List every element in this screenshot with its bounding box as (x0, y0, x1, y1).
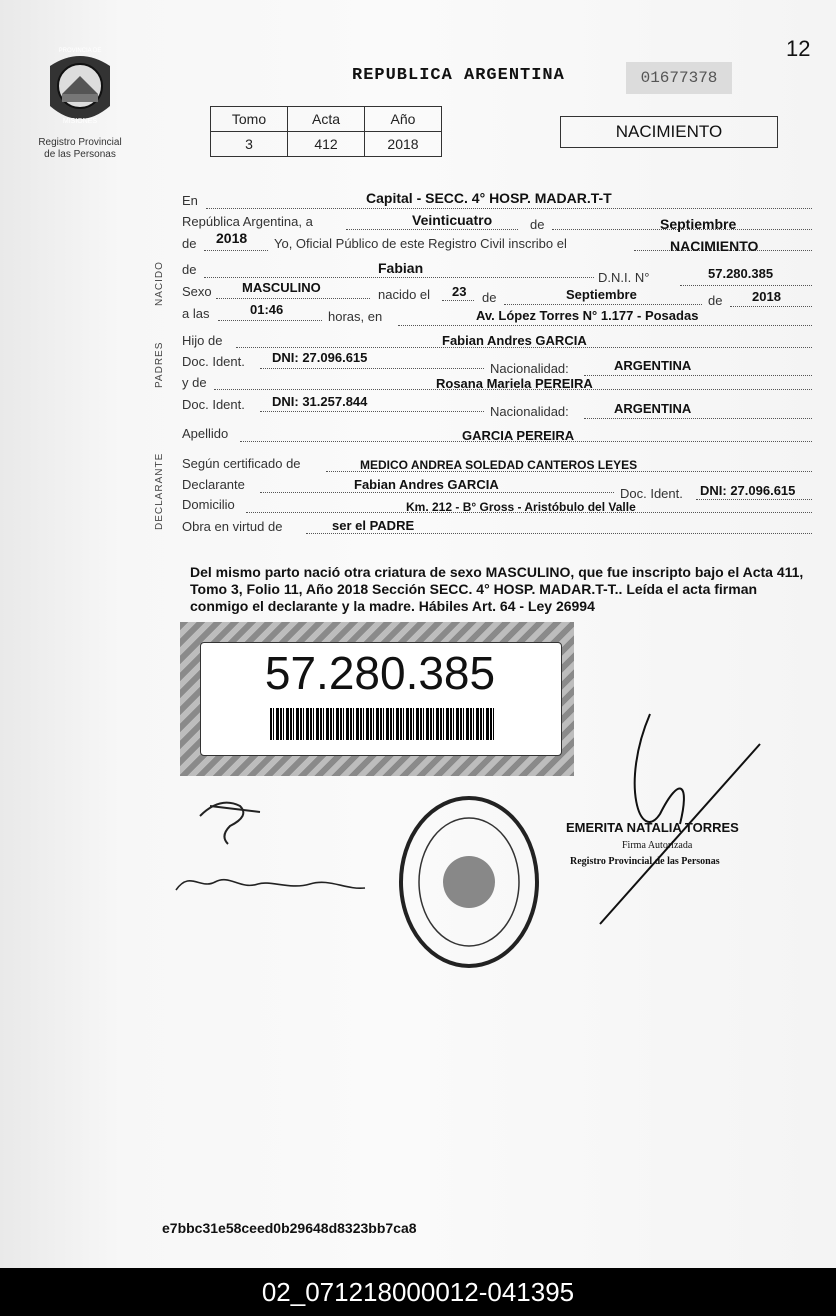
side-label-padres: PADRES (154, 341, 165, 388)
value-obra: ser el PADRE (332, 518, 415, 533)
country-title: REPUBLICA ARGENTINA (352, 66, 565, 85)
dotted-line (346, 229, 518, 230)
value-en: Capital - SECC. 4° HOSP. MADAR.T-T (366, 190, 612, 206)
label-en: En (182, 193, 198, 208)
value-declarante: Fabian Andres GARCIA (354, 477, 499, 492)
dotted-line (680, 285, 812, 286)
official-signature (580, 704, 780, 934)
label-nacido-el: nacido el (378, 287, 431, 302)
dotted-line (584, 375, 812, 376)
value-tomo: 3 (211, 132, 288, 157)
seal-text-bottom: MISIONES (62, 118, 98, 125)
seal-caption-1: Registro Provincial (38, 137, 122, 148)
label-republica: República Argentina, a (182, 214, 313, 229)
value-inscribo: NACIMIENTO (670, 238, 759, 254)
official-role: Firma Autorizada (622, 840, 693, 851)
mother-signature (170, 860, 370, 900)
header-tomo: Tomo (211, 107, 288, 132)
id-label-number: 57.280.385 (264, 647, 496, 699)
label-sexo: Sexo (182, 284, 212, 299)
value-nac-anio: 2018 (752, 289, 781, 304)
dotted-line (442, 300, 474, 301)
value-padre: Fabian Andres GARCIA (442, 333, 587, 348)
dotted-line (216, 298, 370, 299)
label-y-de: y de (182, 375, 207, 390)
dotted-line (204, 250, 268, 251)
page-number: 12 (786, 36, 811, 61)
doc-type-box: NACIMIENTO (560, 116, 778, 148)
value-domicilio: Km. 212 - B° Gross - Aristóbulo del Valle (406, 500, 636, 514)
label-nacionalidad-madre: Nacionalidad: (490, 404, 569, 419)
table-value-row (211, 132, 442, 157)
label-domicilio: Domicilio (182, 497, 235, 512)
document-hash: e7bbc31e58ceed0b29648d8323bb7ca8 (162, 1220, 417, 1236)
value-padre-nac: ARGENTINA (614, 358, 692, 373)
value-madre: Rosana Mariela PEREIRA (436, 376, 593, 391)
label-certificado: Según certificado de (182, 456, 301, 471)
header-anio: Año (365, 107, 442, 132)
dotted-line (584, 418, 812, 419)
value-apellido: GARCIA PEREIRA (462, 428, 575, 443)
dotted-line (504, 304, 702, 305)
dotted-line (260, 368, 484, 369)
official-name: EMERITA NATALIA TORRES (566, 820, 739, 835)
value-nac-dia: 23 (452, 284, 467, 299)
dotted-line (696, 499, 812, 500)
dotted-line (398, 325, 812, 326)
barcode-icon (270, 708, 495, 740)
table-header-row (211, 107, 442, 132)
label-doc-ident-decl: Doc. Ident. (620, 486, 683, 501)
value-hora: 01:46 (250, 302, 284, 317)
value-madre-doc: DNI: 31.257.844 (272, 394, 368, 409)
label-de-2: de (182, 236, 197, 251)
label-de-3: de (182, 262, 197, 277)
value-dia: Veinticuatro (412, 212, 493, 228)
value-dni: 57.280.385 (708, 266, 774, 281)
dotted-line (730, 306, 812, 307)
official-org: Registro Provincial de las Personas (570, 856, 720, 867)
declarant-signature (190, 786, 280, 846)
dotted-line (260, 492, 614, 493)
seal-caption-2: de las Personas (44, 149, 116, 160)
label-horas-en: horas, en (328, 309, 383, 324)
seal-text-top: PROVINCIA DE (58, 48, 102, 54)
label-nacionalidad-padre: Nacionalidad: (490, 361, 569, 376)
dotted-line (204, 277, 594, 278)
header-acta: Acta (288, 107, 365, 132)
value-nac-mes: Septiembre (566, 287, 637, 302)
value-certificado: MEDICO ANDREA SOLEDAD CANTEROS LEYES (360, 458, 638, 472)
label-doc-ident-madre: Doc. Ident. (182, 397, 245, 412)
value-sexo: MASCULINO (242, 280, 321, 295)
dotted-line (218, 320, 322, 321)
label-apellido: Apellido (182, 426, 229, 441)
value-anio: 2018 (216, 230, 248, 246)
value-anio: 2018 (365, 132, 442, 157)
dotted-line (260, 411, 484, 412)
tomo-acta-table (210, 106, 442, 157)
label-doc-ident-padre: Doc. Ident. (182, 354, 245, 369)
label-dni: D.N.I. N° (598, 270, 650, 285)
label-oficial: Yo, Oficial Público de este Registro Civil inscribo el (274, 236, 567, 251)
label-obra: Obra en virtud de (182, 519, 283, 534)
registry-stamp (396, 792, 542, 972)
dotted-line (306, 533, 812, 534)
value-nombre: Fabian (378, 260, 424, 276)
label-de: de (530, 217, 545, 232)
serial-number: 01677378 (626, 62, 732, 94)
label-declarante: Declarante (182, 477, 245, 492)
value-lugar: Av. López Torres N° 1.177 - Posadas (476, 308, 699, 323)
label-de-5: de (708, 293, 723, 308)
label-de-4: de (482, 290, 497, 305)
side-label-nacido: NACIDO (154, 261, 165, 306)
label-hijo-de: Hijo de (182, 333, 223, 348)
value-acta: 412 (288, 132, 365, 157)
value-mes: Septiembre (660, 216, 737, 232)
value-decl-doc: DNI: 27.096.615 (700, 483, 796, 498)
nota-paragraph: Del mismo parto nació otra criatura de sexo MASCULINO, que fue inscripto bajo el Acta 411, Tomo 3, Folio 11, Año 2018 Sección SECC. 4° HOSP. MADAR.T-T.. Leída el acta firman conmigo el declarante y la madre. Hábiles Art. 64 - Ley 26994 (190, 564, 804, 614)
dotted-line (206, 208, 812, 209)
value-padre-doc: DNI: 27.096.615 (272, 350, 368, 365)
label-a-las: a las (182, 306, 210, 321)
side-label-declarante: DECLARANTE (154, 452, 165, 530)
file-id-footer: 02_071218000012-041395 (0, 1268, 836, 1316)
value-madre-nac: ARGENTINA (614, 401, 692, 416)
